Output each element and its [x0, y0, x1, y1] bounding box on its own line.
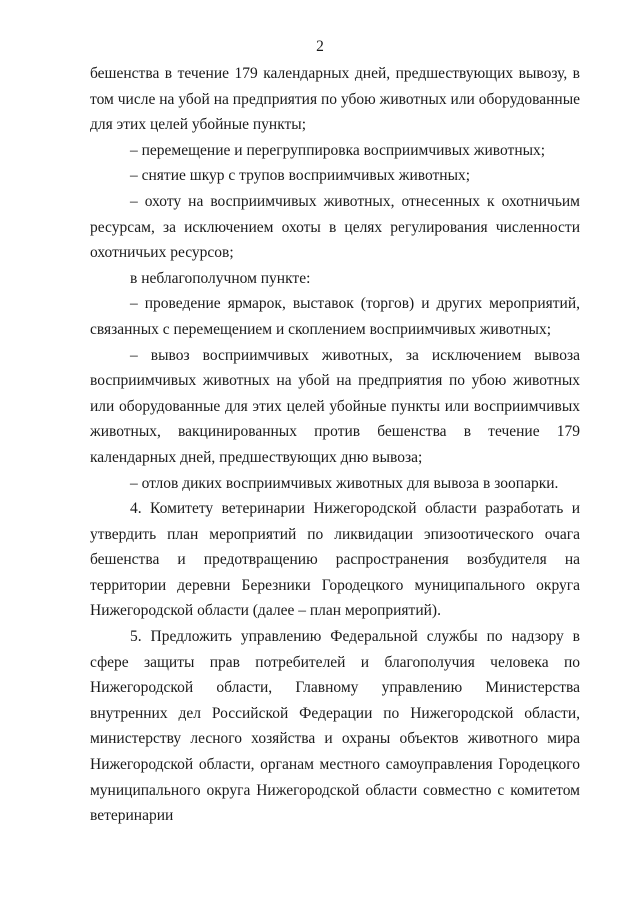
paragraph-clause-4: 4. Комитету ветеринарии Нижегородской области разработать и утвердить план мероприятий по ликвидации эпизоотического очага бешенства и предотвращению распространения возбудителя на территории деревни Березники Городецкого муниципального округа Нижегородской области (далее – план мероприятий).: [90, 500, 580, 620]
page-number: 2: [316, 38, 324, 55]
document-body: [90, 61, 580, 829]
paragraph-item-hunting: – охоту на восприимчивых животных, отнесенных к охотничьим ресурсам, за исключением охоты в целях регулирования численности охотничьих ресурсов;: [90, 192, 580, 262]
paragraph-continuation: бешенства в течение 179 календарных дней, предшествующих вывозу, в том числе на убой на предприятия по убою животных или оборудованные для этих целей убойные пункты;: [90, 65, 580, 134]
paragraph-item-export: – вывоз восприимчивых животных, за исключением вывоза восприимчивых животных на убой на предприятия по убою животных или оборудованные для этих целей убойные пункты или восприимчивых животных, вакцинированных против бешенства в течение 179 календарных дней, предшествующих дню вывоза;: [90, 346, 580, 466]
paragraph-item-capture: – отлов диких восприимчивых животных для вывоза в зоопарки.: [130, 474, 559, 492]
paragraph-item-skinning: – снятие шкур с трупов восприимчивых животных;: [130, 167, 471, 185]
paragraph-item-regrouping: – перемещение и перегруппировка восприимчивых животных;: [130, 141, 546, 159]
paragraph-item-fairs: – проведение ярмарок, выставок (торгов) и других мероприятий, связанных с перемещением и скоплением восприимчивых животных;: [90, 295, 580, 338]
paragraph-subheading-unfavorable-point: в неблагополучном пункте:: [130, 269, 311, 287]
paragraph-clause-5: 5. Предложить управлению Федеральной службы по надзору в сфере защиты прав потребителей и благополучия человека по Нижегородской области, Главному управлению Министерства внутренних дел Российской Федерации по Нижегородской области, министерству лесного хозяйства и охраны объектов животного мира Нижегородской области, органам местного самоуправления Городецкого муниципального округа Нижегородской области совместно с комитетом ветеринарии: [90, 628, 580, 825]
